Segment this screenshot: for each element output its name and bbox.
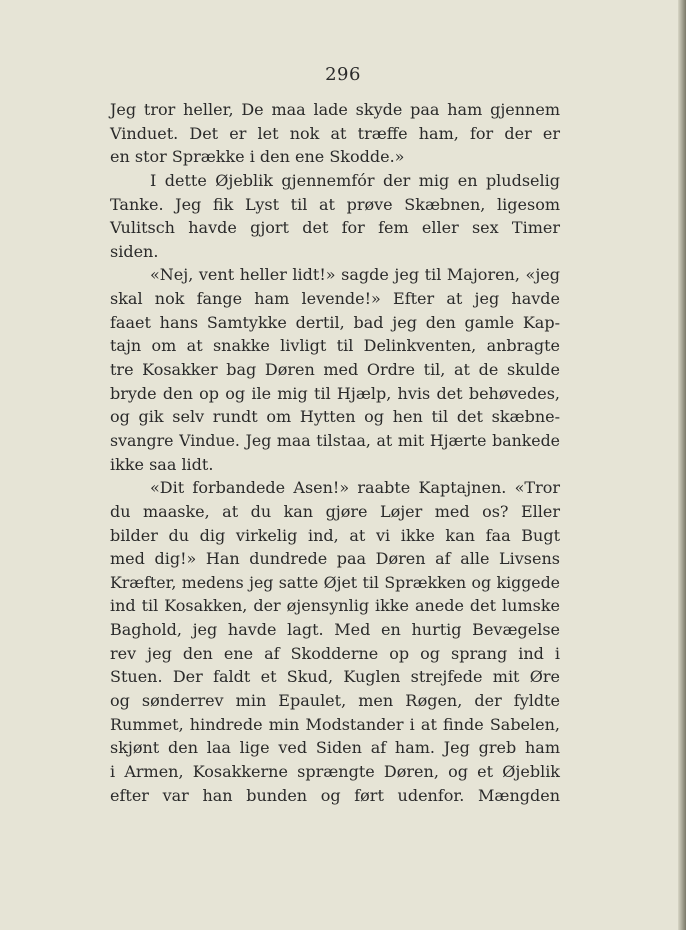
text-line: Baghold, jeg havde lagt. Med en hurtig Bevægelse bbox=[110, 620, 560, 640]
text-line: med dig!» Han dundrede paa Døren af alle Livsens bbox=[110, 549, 560, 569]
body-text bbox=[110, 98, 560, 807]
text-line: rev jeg den ene af Skodderne op og sprang ind i bbox=[110, 643, 560, 663]
text-line: du maaske, at du kan gjøre Løjer med os? Eller bbox=[110, 501, 560, 521]
text-line: en stor Sprække i den ene Skodde.» bbox=[110, 147, 405, 167]
text-line: bilder du dig virkelig ind, at vi ikke kan faa Bugt bbox=[110, 525, 560, 545]
text-line: svangre Vindue. Jeg maa tilstaa, at mit Hjærte bankede bbox=[110, 430, 560, 450]
text-line: «Dit forbandede Asen!» raabte Kaptajnen. «Tror bbox=[150, 478, 560, 498]
text-line: Stuen. Der faldt et Skud, Kuglen strejfede mit Øre bbox=[110, 667, 560, 687]
text-line: og gik selv rundt om Hytten og hen til det skæbne- bbox=[110, 407, 560, 427]
text-line: ikke saa lidt. bbox=[110, 454, 214, 474]
text-line: tre Kosakker bag Døren med Ordre til, at de skulde bbox=[110, 360, 560, 380]
text-line: i Armen, Kosakkerne sprængte Døren, og et Øjeblik bbox=[110, 761, 560, 781]
text-line: Vinduet. Det er let nok at træffe ham, for der er bbox=[110, 123, 560, 143]
text-line: «Nej, vent heller lidt!» sagde jeg til Majoren, «jeg bbox=[150, 265, 560, 285]
text-line: I dette Øjeblik gjennemfór der mig en pludselig bbox=[150, 170, 560, 190]
text-line: siden. bbox=[110, 241, 159, 261]
text-line: Jeg tror heller, De maa lade skyde paa ham gjennem bbox=[110, 100, 560, 119]
text-line: tajn om at snakke livligt til Delinkventen, anbragte bbox=[110, 336, 560, 356]
text-line: Rummet, hindrede min Modstander i at finde Sabelen, bbox=[110, 714, 560, 734]
text-line: efter var han bunden og ført udenfor. Mængden bbox=[110, 785, 560, 805]
text-line: faaet hans Samtykke dertil, bad jeg den gamle Kap- bbox=[110, 312, 560, 332]
page-number: 296 bbox=[325, 64, 361, 85]
text-line: skjønt den laa lige ved Siden af ham. Jeg greb ham bbox=[110, 738, 560, 758]
text-line: bryde den op og ile mig til Hjælp, hvis det behøvedes, bbox=[110, 383, 560, 403]
text-line: Tanke. Jeg fik Lyst til at prøve Skæbnen, ligesom bbox=[110, 194, 560, 214]
text-line: ind til Kosakken, der øjensynlig ikke anede det lumske bbox=[110, 596, 560, 616]
text-line: skal nok fange ham levende!» Efter at jeg havde bbox=[110, 289, 560, 309]
text-line: Vulitsch havde gjort det for fem eller sex Timer bbox=[110, 218, 560, 238]
text-line: og sønderrev min Epaulet, men Røgen, der fyldte bbox=[110, 691, 560, 711]
page-edge-shadow bbox=[678, 0, 686, 930]
text-line: Kræfter, medens jeg satte Øjet til Sprækken og kiggede bbox=[110, 572, 560, 592]
